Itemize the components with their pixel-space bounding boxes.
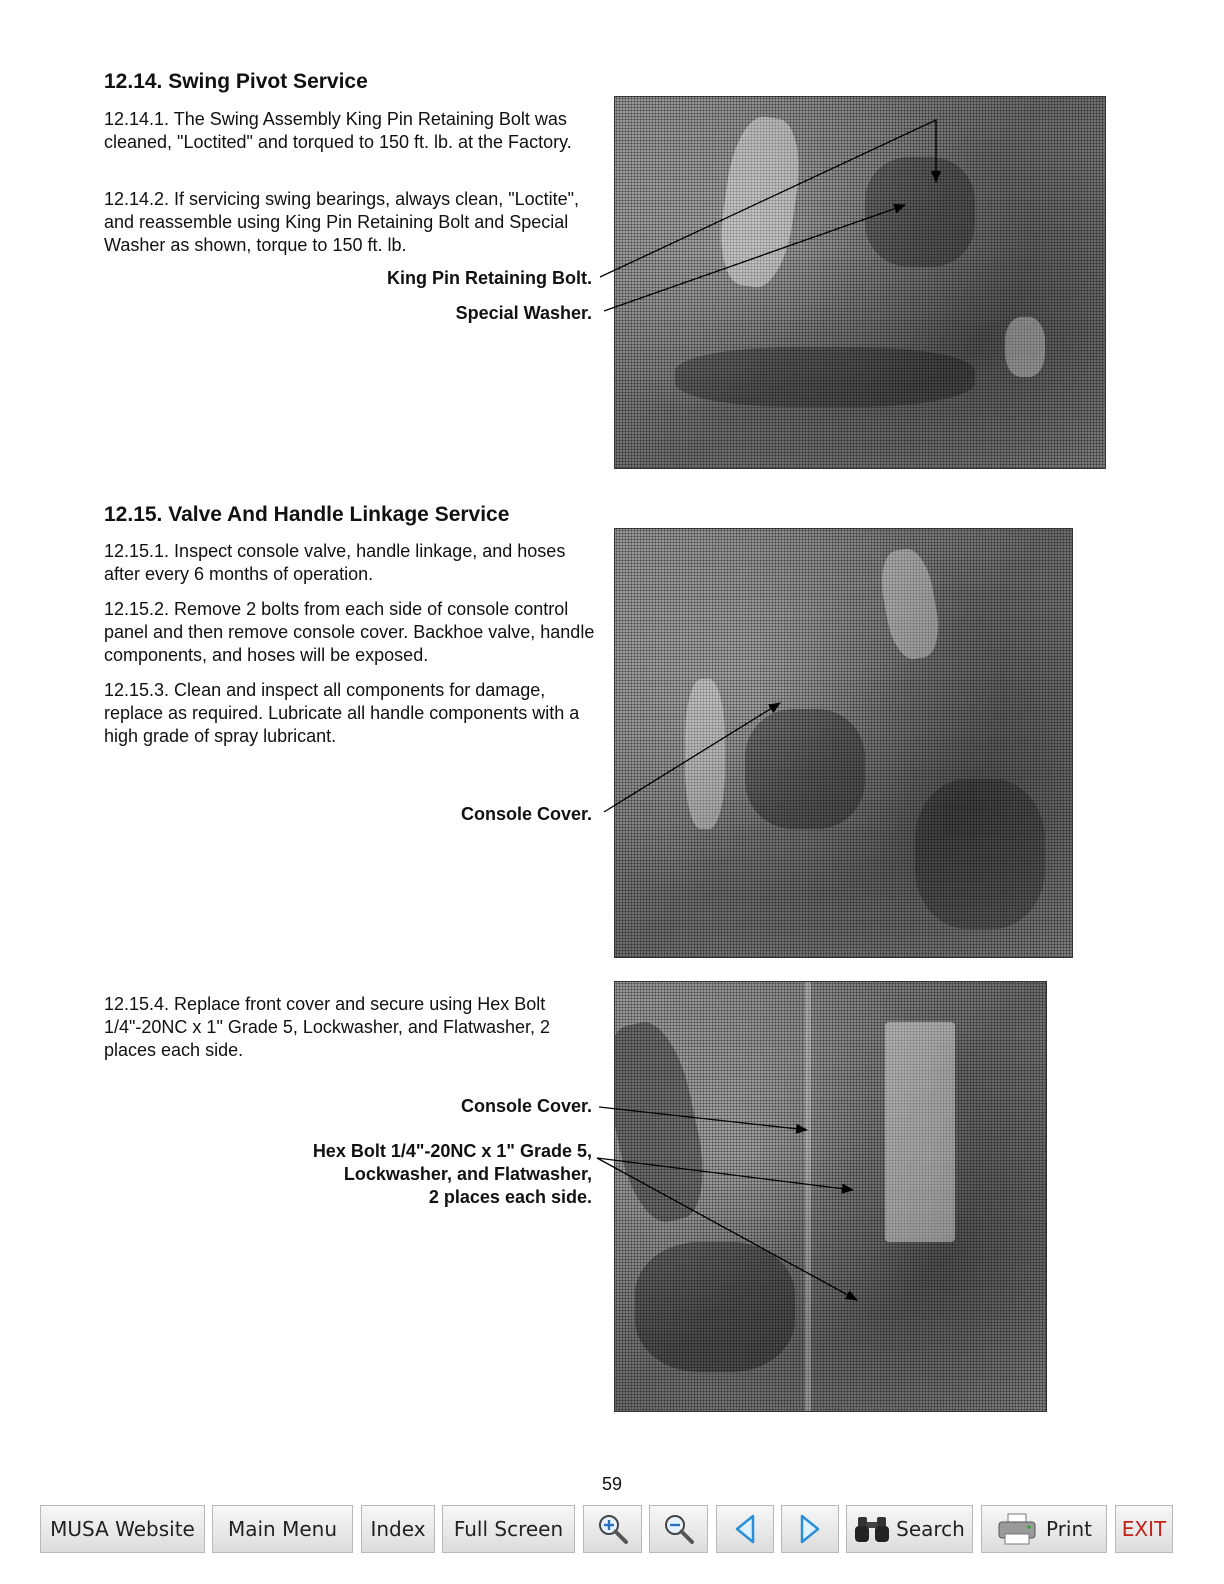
- search-label: Search: [896, 1517, 965, 1541]
- paragraph-12-14-2: 12.14.2. If servicing swing bearings, always clean, "Loctite", and reassemble using King Pin Retaining Bolt and Special Washer as shown, torque to 150 ft. lb.: [104, 189, 580, 255]
- musa-website-button[interactable]: [40, 1505, 205, 1553]
- console-valve-photo: [614, 528, 1073, 958]
- paragraph-12-14-1: 12.14.1. The Swing Assembly King Pin Retaining Bolt was cleaned, "Loctited" and torqued to 150 ft. lb. at the Factory.: [104, 109, 572, 152]
- callout-hex-bolt-line-3: 2 places each side.: [428, 1187, 592, 1207]
- paragraph-12-15-2: 12.15.2. Remove 2 bolts from each side of console control panel and then remove console cover. Backhoe valve, handle components, and hoses will be exposed.: [104, 599, 595, 665]
- callout-console-cover: Console Cover.: [460, 804, 592, 824]
- section-heading-valve-linkage: 12.15. Valve And Handle Linkage Service: [104, 503, 510, 526]
- front-cover-photo: [614, 981, 1047, 1412]
- printer-icon: [996, 1512, 1040, 1546]
- previous-page-icon: [732, 1513, 758, 1545]
- exit-button[interactable]: [1115, 1505, 1173, 1553]
- next-page-button[interactable]: [781, 1505, 839, 1553]
- callout-console-cover-2: Console Cover.: [460, 1096, 592, 1116]
- musa-website-label: MUSA Website: [50, 1517, 195, 1541]
- previous-page-button[interactable]: [716, 1505, 774, 1553]
- paragraph-12-15-1: 12.15.1. Inspect console valve, handle linkage, and hoses after every 6 months of operation.: [104, 541, 566, 584]
- index-button[interactable]: [361, 1505, 435, 1553]
- page-number: 59: [601, 1474, 623, 1494]
- callout-hex-bolt: [313, 1140, 592, 1209]
- zoom-out-icon: [662, 1512, 696, 1546]
- section-heading-swing-pivot: 12.14. Swing Pivot Service: [104, 70, 368, 93]
- exit-label: EXIT: [1121, 1517, 1167, 1541]
- zoom-in-icon: [596, 1512, 630, 1546]
- binoculars-icon: [854, 1514, 890, 1544]
- print-label: Print: [1045, 1517, 1092, 1541]
- zoom-out-button[interactable]: [649, 1505, 708, 1553]
- main-menu-button[interactable]: [212, 1505, 353, 1553]
- zoom-in-button[interactable]: [583, 1505, 642, 1553]
- callout-hex-bolt-line-1: Hex Bolt 1/4"-20NC x 1" Grade 5,: [312, 1141, 592, 1161]
- index-label: Index: [370, 1517, 426, 1541]
- paragraph-12-15-3: 12.15.3. Clean and inspect all components for damage, replace as required. Lubricate all handle components with a high grade of spray lubricant.: [104, 680, 580, 746]
- main-menu-label: Main Menu: [227, 1517, 337, 1541]
- paragraph-12-15-4: 12.15.4. Replace front cover and secure using Hex Bolt 1/4"-20NC x 1" Grade 5, Lockwasher, and Flatwasher, 2 places each side.: [104, 994, 551, 1060]
- print-button[interactable]: [981, 1505, 1107, 1553]
- full-screen-button[interactable]: [442, 1505, 575, 1553]
- next-page-icon: [797, 1513, 823, 1545]
- callout-hex-bolt-line-2: Lockwasher, and Flatwasher,: [343, 1164, 592, 1184]
- callout-special-washer: Special Washer.: [455, 303, 592, 323]
- swing-pivot-photo: [614, 96, 1106, 469]
- callout-king-pin-bolt: King Pin Retaining Bolt.: [387, 268, 592, 288]
- full-screen-label: Full Screen: [453, 1517, 564, 1541]
- search-button[interactable]: [846, 1505, 973, 1553]
